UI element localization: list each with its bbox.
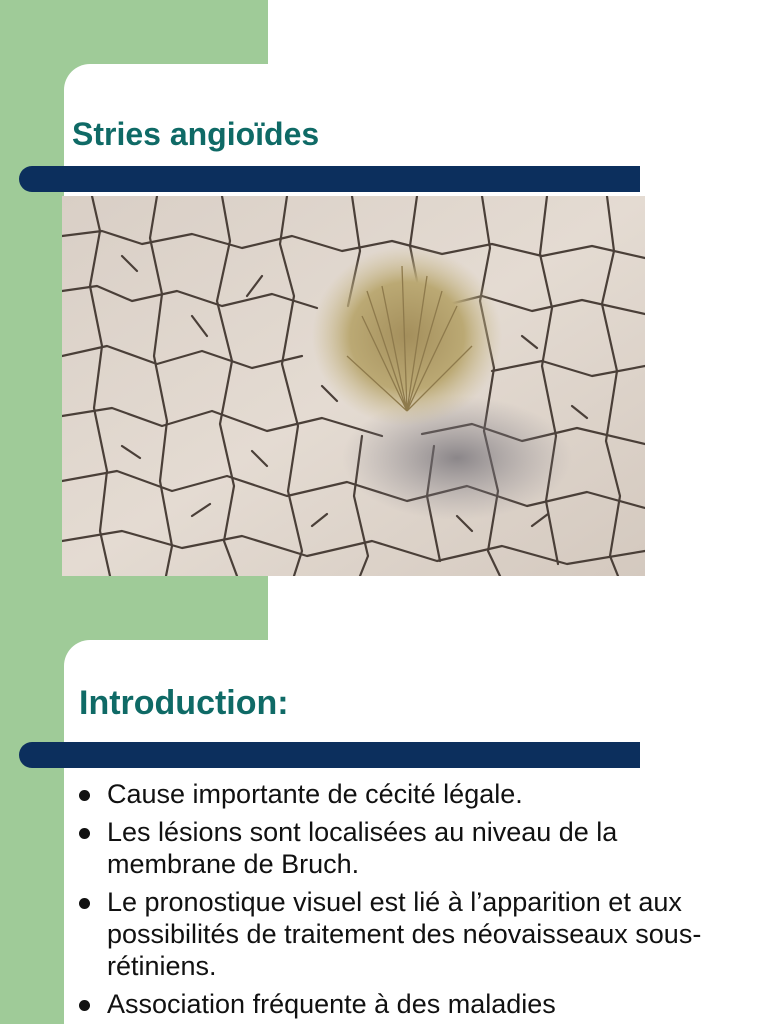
bullet-dot-icon — [79, 828, 90, 839]
slide-title: Stries angioïdes — [72, 116, 320, 152]
bullet-list — [78, 778, 718, 1024]
bullet-dot-icon — [79, 1000, 90, 1011]
bullet-text: Cause importante de cécité légale. — [107, 779, 523, 809]
bullet-text: Le pronostique visuel est lié à l’apparition et aux possibilités de traitement des néovaisseaux sous-rétiniens. — [107, 887, 702, 981]
slide-title: Introduction: — [79, 684, 289, 722]
bullet-item — [78, 778, 718, 810]
bullet-item — [78, 816, 718, 880]
cracked-earth-photo — [62, 196, 645, 576]
title-underline-bar — [19, 742, 640, 768]
bullet-text: Association fréquente à des maladies — [107, 989, 556, 1019]
slide-introduction — [0, 576, 768, 1024]
bullet-item — [78, 886, 718, 982]
title-underline-bar — [19, 166, 640, 192]
bullet-item — [78, 988, 718, 1020]
bullet-dot-icon — [79, 790, 90, 801]
bullet-text: Les lésions sont localisées au niveau de la membrane de Bruch. — [107, 817, 618, 879]
bullet-dot-icon — [79, 898, 90, 909]
